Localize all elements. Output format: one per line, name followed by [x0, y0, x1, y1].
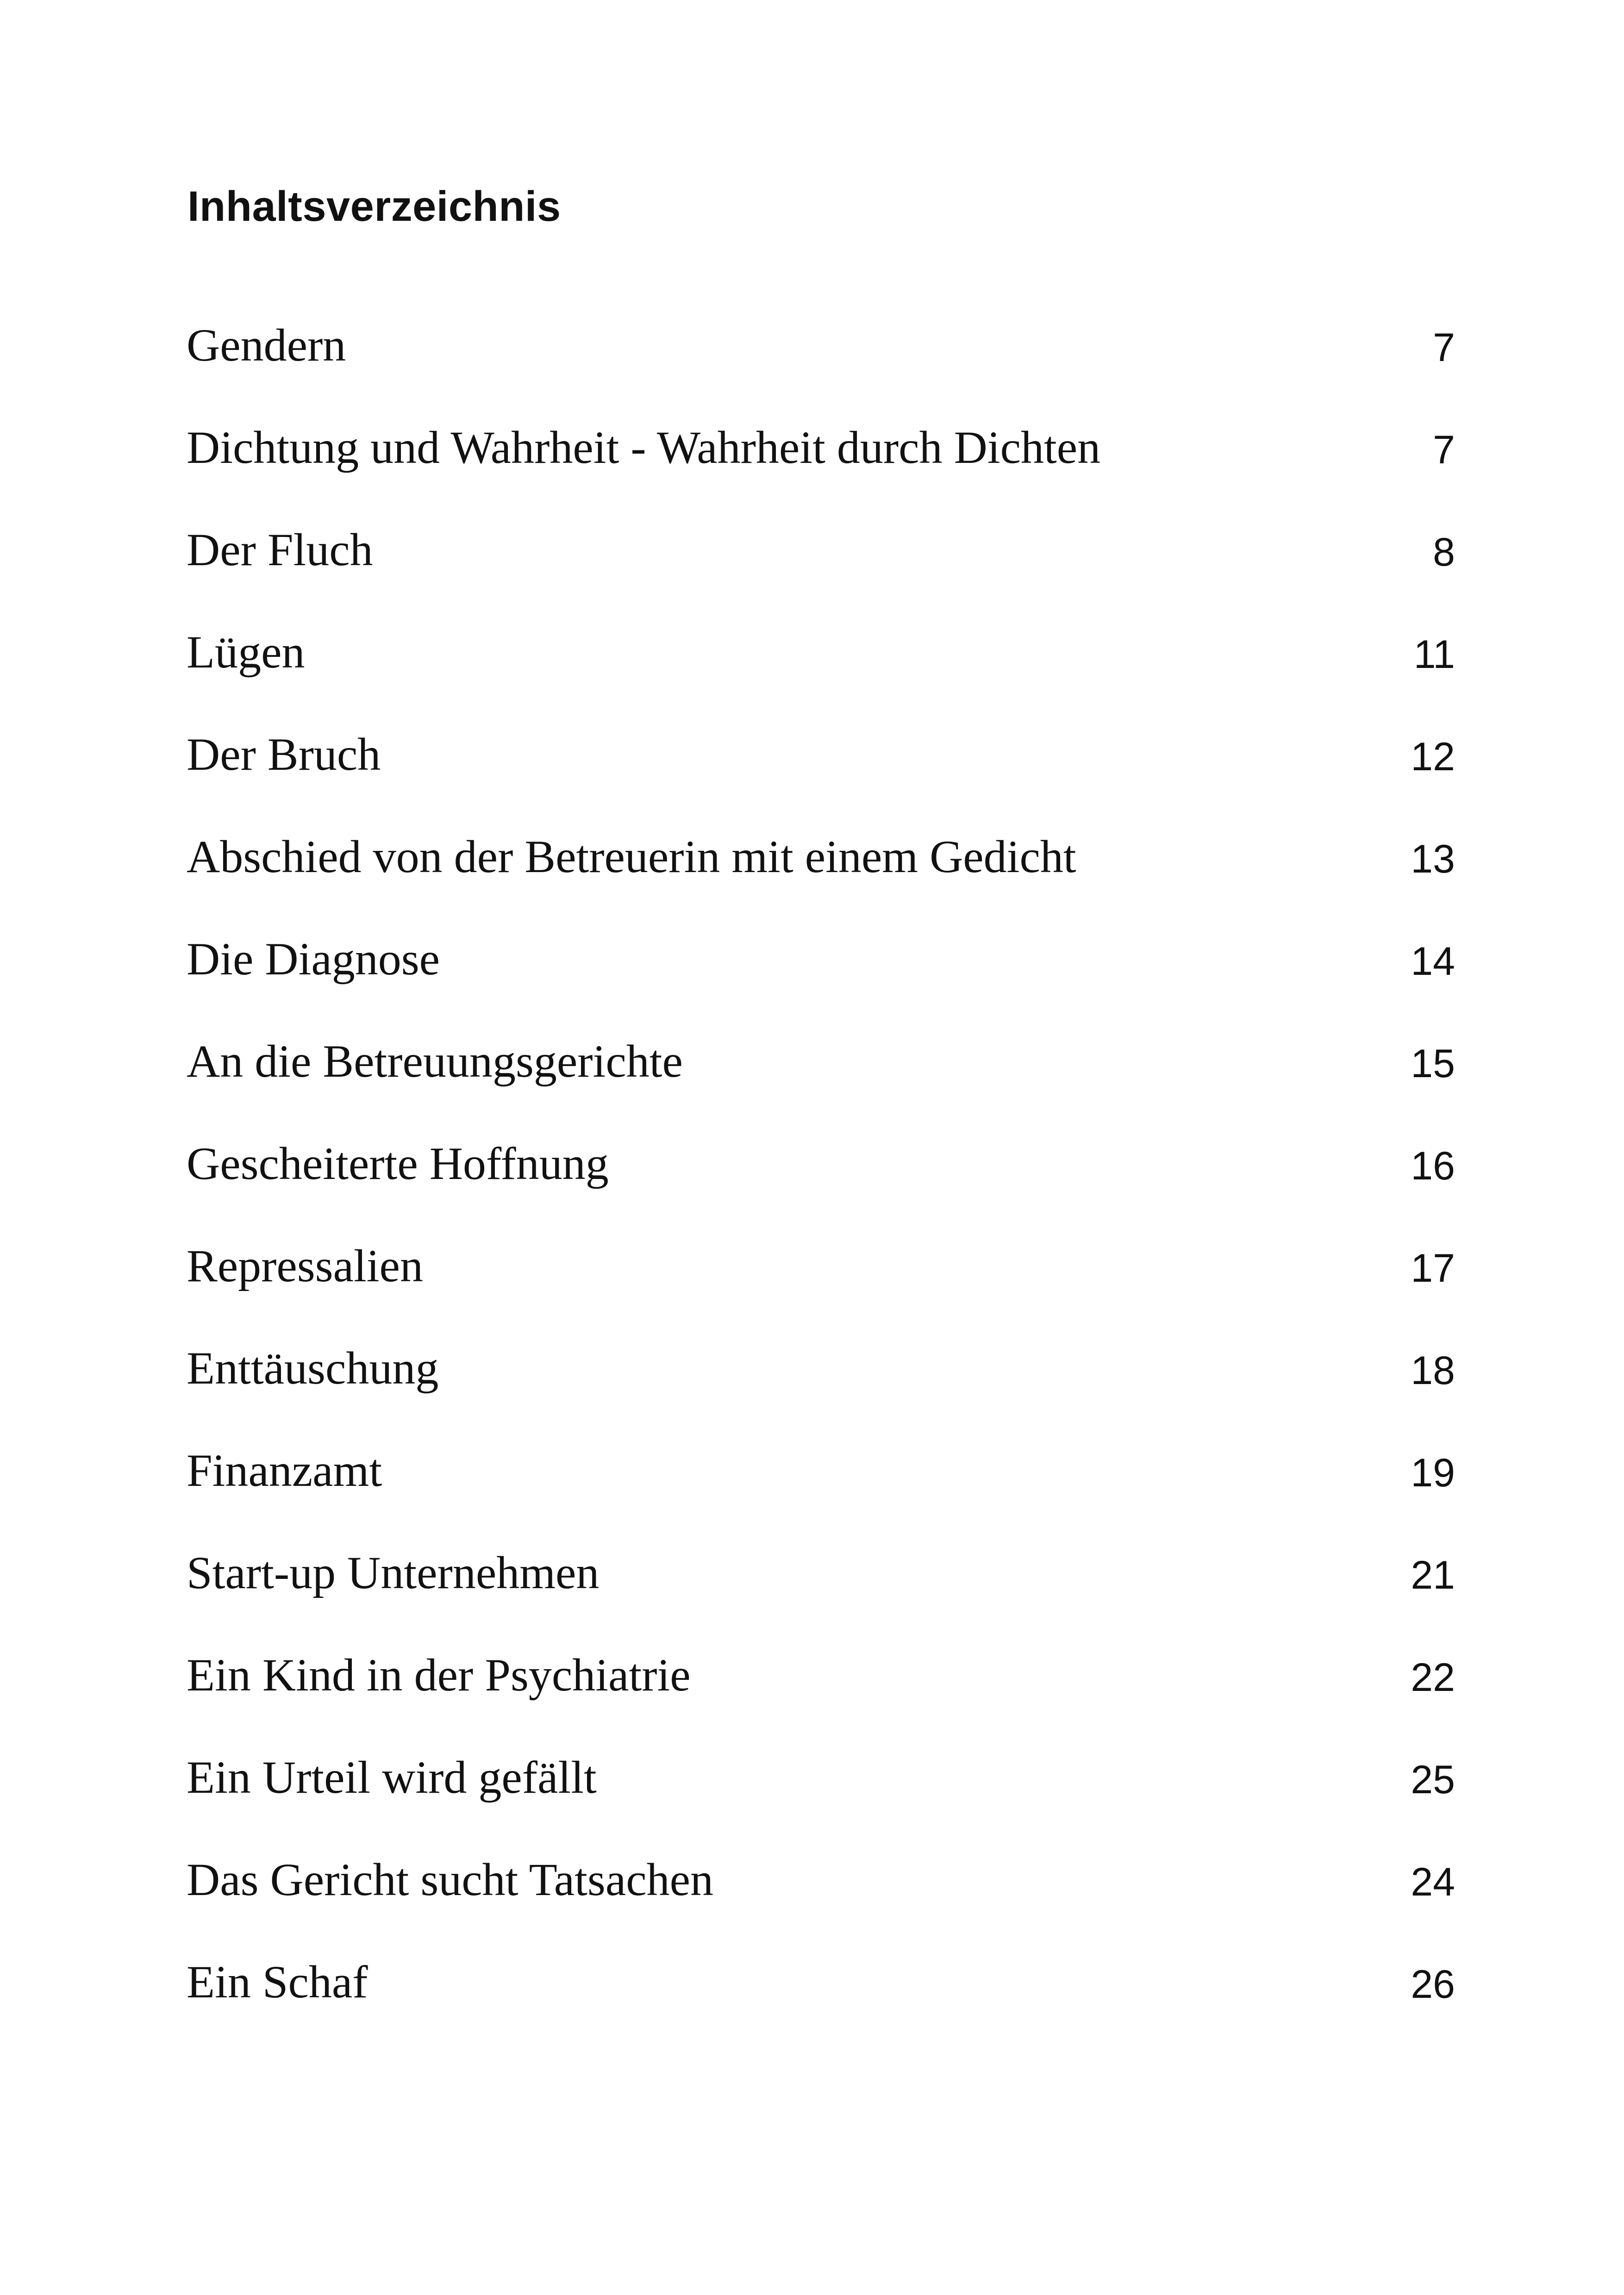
toc-entry: [187, 1545, 1455, 1647]
toc-entry-title: Repressalien: [187, 1240, 423, 1291]
toc-entry: [187, 1238, 1455, 1341]
toc-entry: [187, 1136, 1455, 1238]
toc-entry-title: Der Fluch: [187, 524, 373, 575]
toc-entry-title: Dichtung und Wahrheit - Wahrheit durch Dichten: [187, 422, 1101, 473]
toc-entry: [187, 1954, 1455, 2057]
toc-heading: Inhaltsverzeichnis: [187, 183, 561, 230]
toc-entry-page-number: 24: [1411, 1860, 1455, 1904]
toc-entry: [187, 727, 1455, 829]
toc-entry: [187, 1443, 1455, 1545]
toc-entry-page-number: 14: [1411, 939, 1455, 984]
toc-entry-page-number: 12: [1411, 735, 1455, 779]
toc-entry-title: Die Diagnose: [187, 933, 440, 985]
toc-entry-page-number: 17: [1411, 1246, 1455, 1291]
toc-entry-page-number: 19: [1411, 1451, 1455, 1495]
toc-entry: [187, 318, 1455, 420]
toc-entry-page-number: 18: [1411, 1348, 1455, 1393]
toc-entry-page-number: 21: [1411, 1553, 1455, 1597]
toc-entry: [187, 829, 1455, 931]
toc-entry: [187, 931, 1455, 1034]
toc-entry-title: Das Gericht sucht Tatsachen: [187, 1854, 713, 1905]
toc-entry-title: An die Betreuungsgerichte: [187, 1035, 683, 1087]
toc-entry-page-number: 7: [1433, 325, 1455, 370]
toc-entry-title: Abschied von der Betreuerin mit einem Gedicht: [187, 831, 1076, 882]
toc-entry: [187, 1852, 1455, 1954]
toc-entry: [187, 1750, 1455, 1852]
toc-entry-title: Ein Kind in der Psychiatrie: [187, 1649, 691, 1701]
toc-entry-title: Ein Urteil wird gefällt: [187, 1752, 597, 1803]
toc-entry-page-number: 13: [1411, 837, 1455, 881]
toc-entry: [187, 420, 1455, 522]
toc-list: [187, 318, 1455, 2057]
toc-entry-page-number: 7: [1433, 428, 1455, 472]
toc-entry: [187, 1647, 1455, 1750]
toc-entry-title: Start-up Unternehmen: [187, 1547, 600, 1598]
toc-entry-title: Ein Schaf: [187, 1956, 368, 2008]
toc-entry: [187, 1341, 1455, 1443]
toc-entry-title: Finanzamt: [187, 1445, 382, 1496]
toc-entry-page-number: 22: [1411, 1655, 1455, 1700]
toc-entry: [187, 624, 1455, 727]
toc-entry: [187, 1034, 1455, 1136]
toc-entry: [187, 522, 1455, 624]
toc-entry-page-number: 26: [1411, 1962, 1455, 2007]
toc-entry-page-number: 25: [1411, 1758, 1455, 1802]
toc-entry-title: Der Bruch: [187, 729, 381, 780]
toc-entry-page-number: 11: [1413, 632, 1455, 677]
toc-entry-page-number: 8: [1433, 530, 1455, 574]
toc-entry-title: Enttäuschung: [187, 1342, 439, 1394]
toc-entry-page-number: 15: [1411, 1041, 1455, 1086]
toc-entry-title: Lügen: [187, 626, 305, 678]
toc-entry-page-number: 16: [1411, 1144, 1455, 1188]
toc-entry-title: Gendern: [187, 319, 346, 371]
toc-entry-title: Gescheiterte Hoffnung: [187, 1138, 609, 1189]
